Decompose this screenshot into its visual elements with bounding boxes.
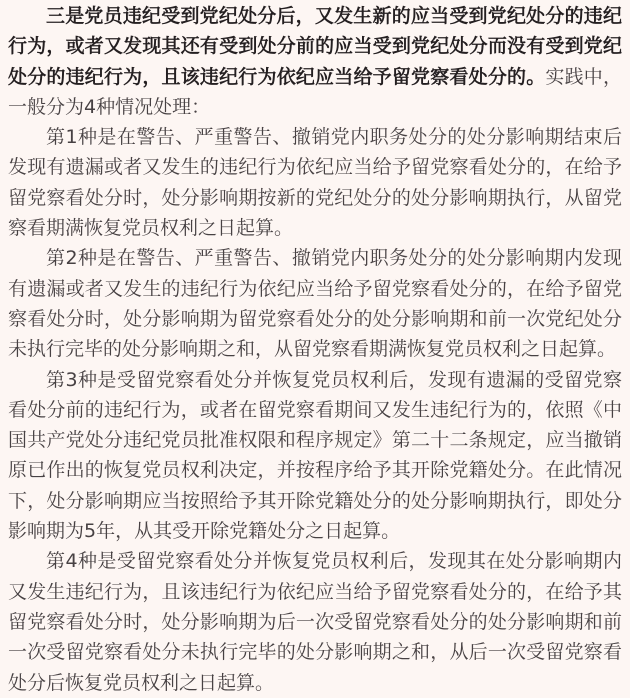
- case-3-paragraph: [8, 365, 622, 547]
- case-2-text: 第2种是在警告、严重警告、撤销党内职务处分的处分影响期内发现有遗漏或者又发生的违纪行为依纪应当给予留党察看处分的，在给予留党察看处分时，处分影响期为留党察看处分的处分影响期和前一次党纪处分未执行完毕的处分影响期之和，从留党察看期满恢复党员权利之日起算。: [8, 247, 622, 361]
- case-3-text: 第3种是受留党察看处分并恢复党员权利后，发现有遗漏的受留党察看处分前的违纪行为，或者在留党察看期间又发生违纪行为的，依照《中国共产党处分违纪党员批准权限和程序规定》第二十二条规定，应当撤销原已作出的恢复党员权利决定，并按程序给予其开除党籍处分。在此情况下，处分影响期应当按照给予其开除党籍处分的处分影响期执行，即处分影响期为5年，从其受开除党籍处分之日起算。: [8, 368, 622, 543]
- intro-paragraph: [8, 1, 622, 122]
- case-4-text: 第4种是受留党察看处分并恢复党员权利后，发现其在处分影响期内又发生违纪行为，且该违纪行为依纪应当给予留党察看处分的，在给予其留党察看处分时，处分影响期为后一次受留党察看处分的处分影响期和前一次受留党察看处分未执行完毕的处分影响期之和，从后一次受留党察看处分后恢复党员权利之日起算。: [8, 550, 622, 694]
- case-4-paragraph: [8, 546, 622, 697]
- intro-regular-text: 实践中，一般分为4种情况处理：: [8, 65, 622, 118]
- case-1-text: 第1种是在警告、严重警告、撤销党内职务处分的处分影响期结束后发现有遗漏或者又发生的违纪行为依纪应当给予留党察看处分的，在给予留党察看处分时，处分影响期按新的党纪处分的处分影响期执行，从留党察看期满恢复党员权利之日起算。: [8, 126, 622, 240]
- case-2-paragraph: [8, 243, 622, 364]
- intro-bold-text: 三是党员违纪受到党纪处分后，又发生新的应当受到党纪处分的违纪行为，或者又发现其还有受到处分前的应当受到党纪处分而没有受到党纪处分的违纪行为，且该违纪行为依纪应当给予留党察看处分的。: [8, 5, 622, 88]
- case-1-paragraph: [8, 122, 622, 243]
